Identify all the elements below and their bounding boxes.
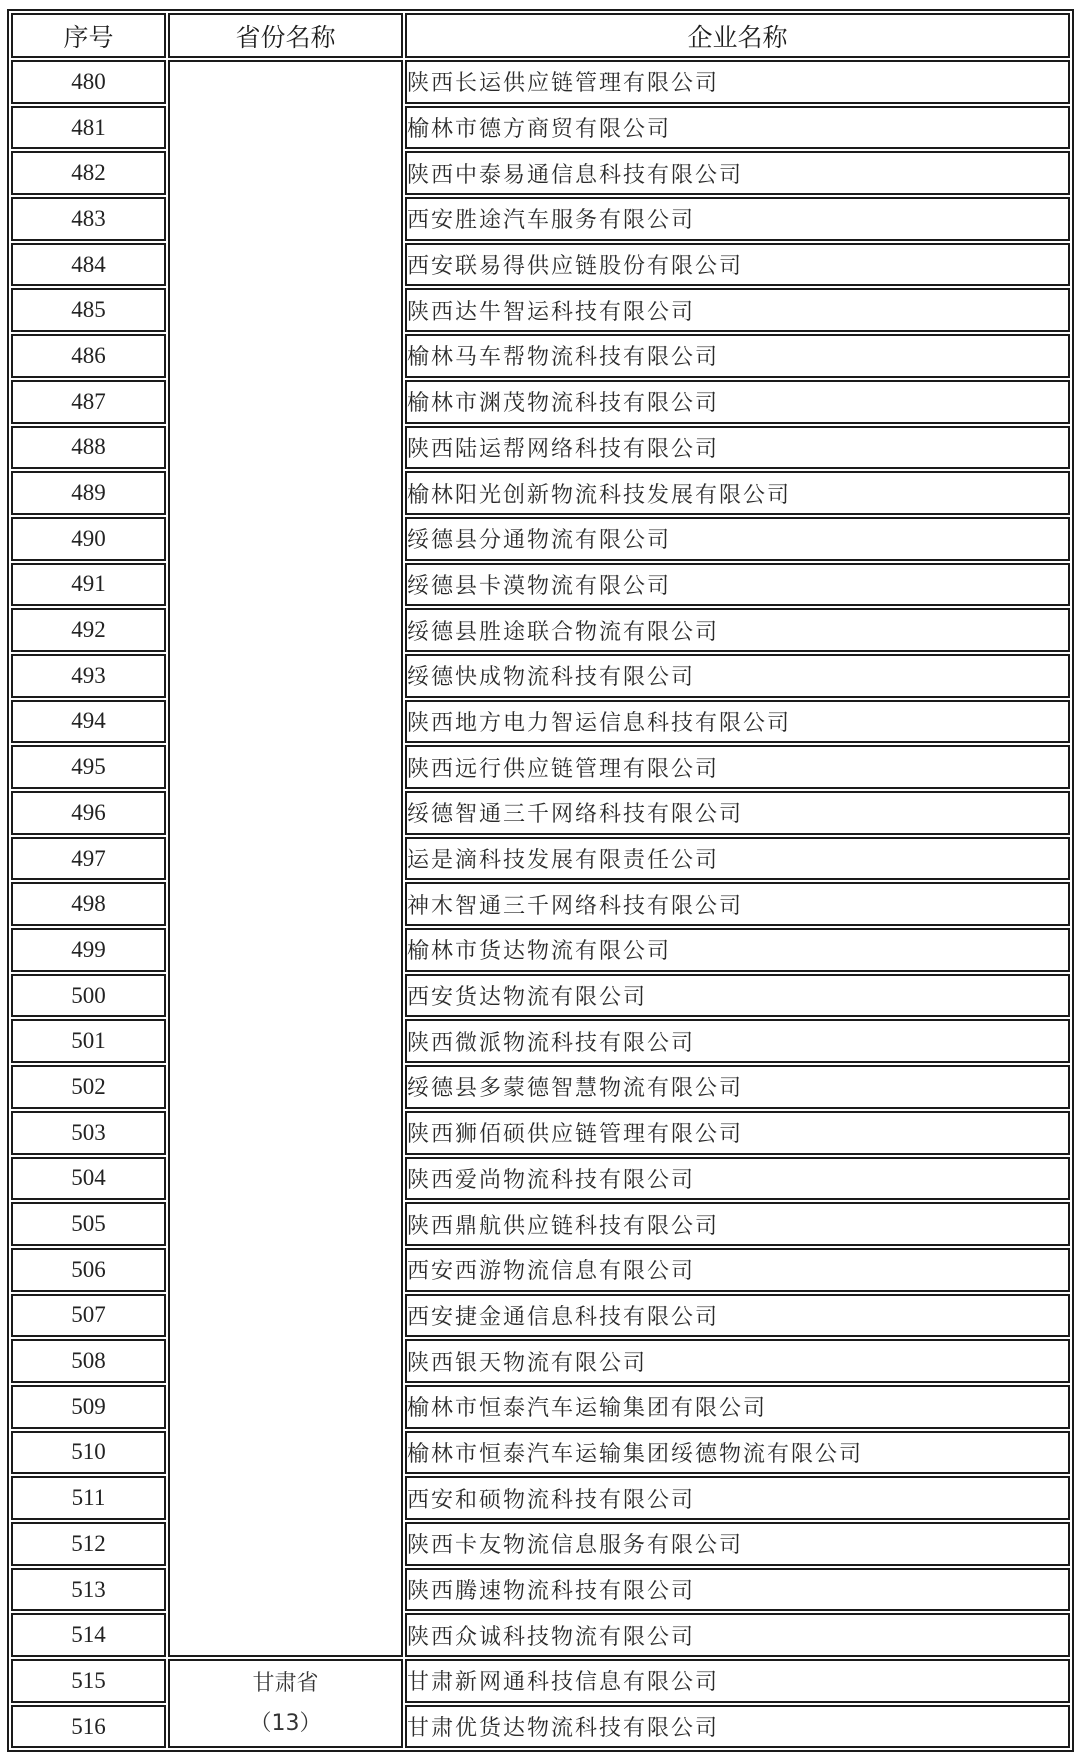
company-name-cell: 绥德县多蒙德智慧物流有限公司 xyxy=(405,1065,1070,1109)
serial-number-cell: 493 xyxy=(11,654,166,698)
table-row xyxy=(11,60,1070,104)
company-name-cell: 陕西众诚科技物流有限公司 xyxy=(405,1613,1070,1657)
header-province-name: 省份名称 xyxy=(168,13,403,58)
serial-number-cell: 506 xyxy=(11,1248,166,1292)
serial-number-cell: 487 xyxy=(11,380,166,424)
serial-number-cell: 513 xyxy=(11,1568,166,1612)
province-cell xyxy=(168,1659,403,1748)
company-name-cell: 陕西微派物流科技有限公司 xyxy=(405,1019,1070,1063)
serial-number-cell: 511 xyxy=(11,1476,166,1520)
serial-number-cell: 492 xyxy=(11,608,166,652)
serial-number-cell: 510 xyxy=(11,1431,166,1475)
serial-number-cell: 499 xyxy=(11,928,166,972)
company-name-cell: 陕西狮佰硕供应链管理有限公司 xyxy=(405,1111,1070,1155)
company-name-cell: 榆林马车帮物流科技有限公司 xyxy=(405,334,1070,378)
company-name-cell: 西安捷金通信息科技有限公司 xyxy=(405,1294,1070,1338)
company-name-cell: 神木智通三千网络科技有限公司 xyxy=(405,882,1070,926)
serial-number-cell: 502 xyxy=(11,1065,166,1109)
serial-number-cell: 494 xyxy=(11,700,166,744)
serial-number-cell: 491 xyxy=(11,563,166,607)
serial-number-cell: 484 xyxy=(11,243,166,287)
company-name-cell: 榆林市货达物流有限公司 xyxy=(405,928,1070,972)
company-name-cell: 陕西长运供应链管理有限公司 xyxy=(405,60,1070,104)
serial-number-cell: 501 xyxy=(11,1019,166,1063)
company-name-cell: 绥德县分通物流有限公司 xyxy=(405,517,1070,561)
company-name-cell: 西安货达物流有限公司 xyxy=(405,974,1070,1018)
company-name-cell: 陕西卡友物流信息服务有限公司 xyxy=(405,1522,1070,1566)
serial-number-cell: 482 xyxy=(11,151,166,195)
serial-number-cell: 486 xyxy=(11,334,166,378)
province-name: 甘肃省 xyxy=(252,1670,319,1696)
serial-number-cell: 498 xyxy=(11,882,166,926)
company-name-cell: 陕西爱尚物流科技有限公司 xyxy=(405,1157,1070,1201)
company-name-cell: 榆林阳光创新物流科技发展有限公司 xyxy=(405,471,1070,515)
company-name-cell: 西安联易得供应链股份有限公司 xyxy=(405,243,1070,287)
company-name-cell: 榆林市恒泰汽车运输集团有限公司 xyxy=(405,1385,1070,1429)
company-name-cell: 西安西游物流信息有限公司 xyxy=(405,1248,1070,1292)
company-name-cell: 陕西腾速物流科技有限公司 xyxy=(405,1568,1070,1612)
serial-number-cell: 490 xyxy=(11,517,166,561)
serial-number-cell: 485 xyxy=(11,288,166,332)
serial-number-cell: 512 xyxy=(11,1522,166,1566)
company-name-cell: 陕西达牛智运科技有限公司 xyxy=(405,288,1070,332)
serial-number-cell: 516 xyxy=(11,1705,166,1749)
serial-number-cell: 488 xyxy=(11,426,166,470)
serial-number-cell: 509 xyxy=(11,1385,166,1429)
company-name-cell: 榆林市恒泰汽车运输集团绥德物流有限公司 xyxy=(405,1431,1070,1475)
company-name-cell: 甘肃新网通科技信息有限公司 xyxy=(405,1659,1070,1703)
company-name-cell: 运是滴科技发展有限责任公司 xyxy=(405,837,1070,881)
serial-number-cell: 500 xyxy=(11,974,166,1018)
serial-number-cell: 514 xyxy=(11,1613,166,1657)
serial-number-cell: 515 xyxy=(11,1659,166,1703)
province-company-count: （13） xyxy=(249,1710,322,1736)
table-body xyxy=(11,60,1070,1748)
company-name-cell: 甘肃优货达物流科技有限公司 xyxy=(405,1705,1070,1749)
serial-number-cell: 483 xyxy=(11,197,166,241)
company-name-cell: 西安和硕物流科技有限公司 xyxy=(405,1476,1070,1520)
header-company-name: 企业名称 xyxy=(405,13,1070,58)
serial-number-cell: 508 xyxy=(11,1339,166,1383)
serial-number-cell: 505 xyxy=(11,1202,166,1246)
company-name-cell: 西安胜途汽车服务有限公司 xyxy=(405,197,1070,241)
serial-number-cell: 503 xyxy=(11,1111,166,1155)
serial-number-cell: 507 xyxy=(11,1294,166,1338)
serial-number-cell: 489 xyxy=(11,471,166,515)
company-name-cell: 陕西中泰易通信息科技有限公司 xyxy=(405,151,1070,195)
table-row xyxy=(11,1659,1070,1703)
company-name-cell: 陕西地方电力智运信息科技有限公司 xyxy=(405,700,1070,744)
province-cell xyxy=(168,60,403,1657)
company-name-cell: 陕西银天物流有限公司 xyxy=(405,1339,1070,1383)
serial-number-cell: 495 xyxy=(11,745,166,789)
table-header-row xyxy=(11,13,1070,58)
company-name-cell: 绥德县胜途联合物流有限公司 xyxy=(405,608,1070,652)
company-name-cell: 陕西陆运帮网络科技有限公司 xyxy=(405,426,1070,470)
serial-number-cell: 504 xyxy=(11,1157,166,1201)
serial-number-cell: 480 xyxy=(11,60,166,104)
company-name-cell: 陕西远行供应链管理有限公司 xyxy=(405,745,1070,789)
company-name-cell: 绥德县卡漠物流有限公司 xyxy=(405,563,1070,607)
company-name-cell: 绥德快成物流科技有限公司 xyxy=(405,654,1070,698)
serial-number-cell: 481 xyxy=(11,106,166,150)
company-name-cell: 陕西鼎航供应链科技有限公司 xyxy=(405,1202,1070,1246)
company-name-cell: 榆林市德方商贸有限公司 xyxy=(405,106,1070,150)
company-name-cell: 绥德智通三千网络科技有限公司 xyxy=(405,791,1070,835)
company-name-cell: 榆林市渊茂物流科技有限公司 xyxy=(405,380,1070,424)
enterprise-list-table xyxy=(7,9,1074,1752)
serial-number-cell: 497 xyxy=(11,837,166,881)
header-serial-number: 序号 xyxy=(11,13,166,58)
serial-number-cell: 496 xyxy=(11,791,166,835)
